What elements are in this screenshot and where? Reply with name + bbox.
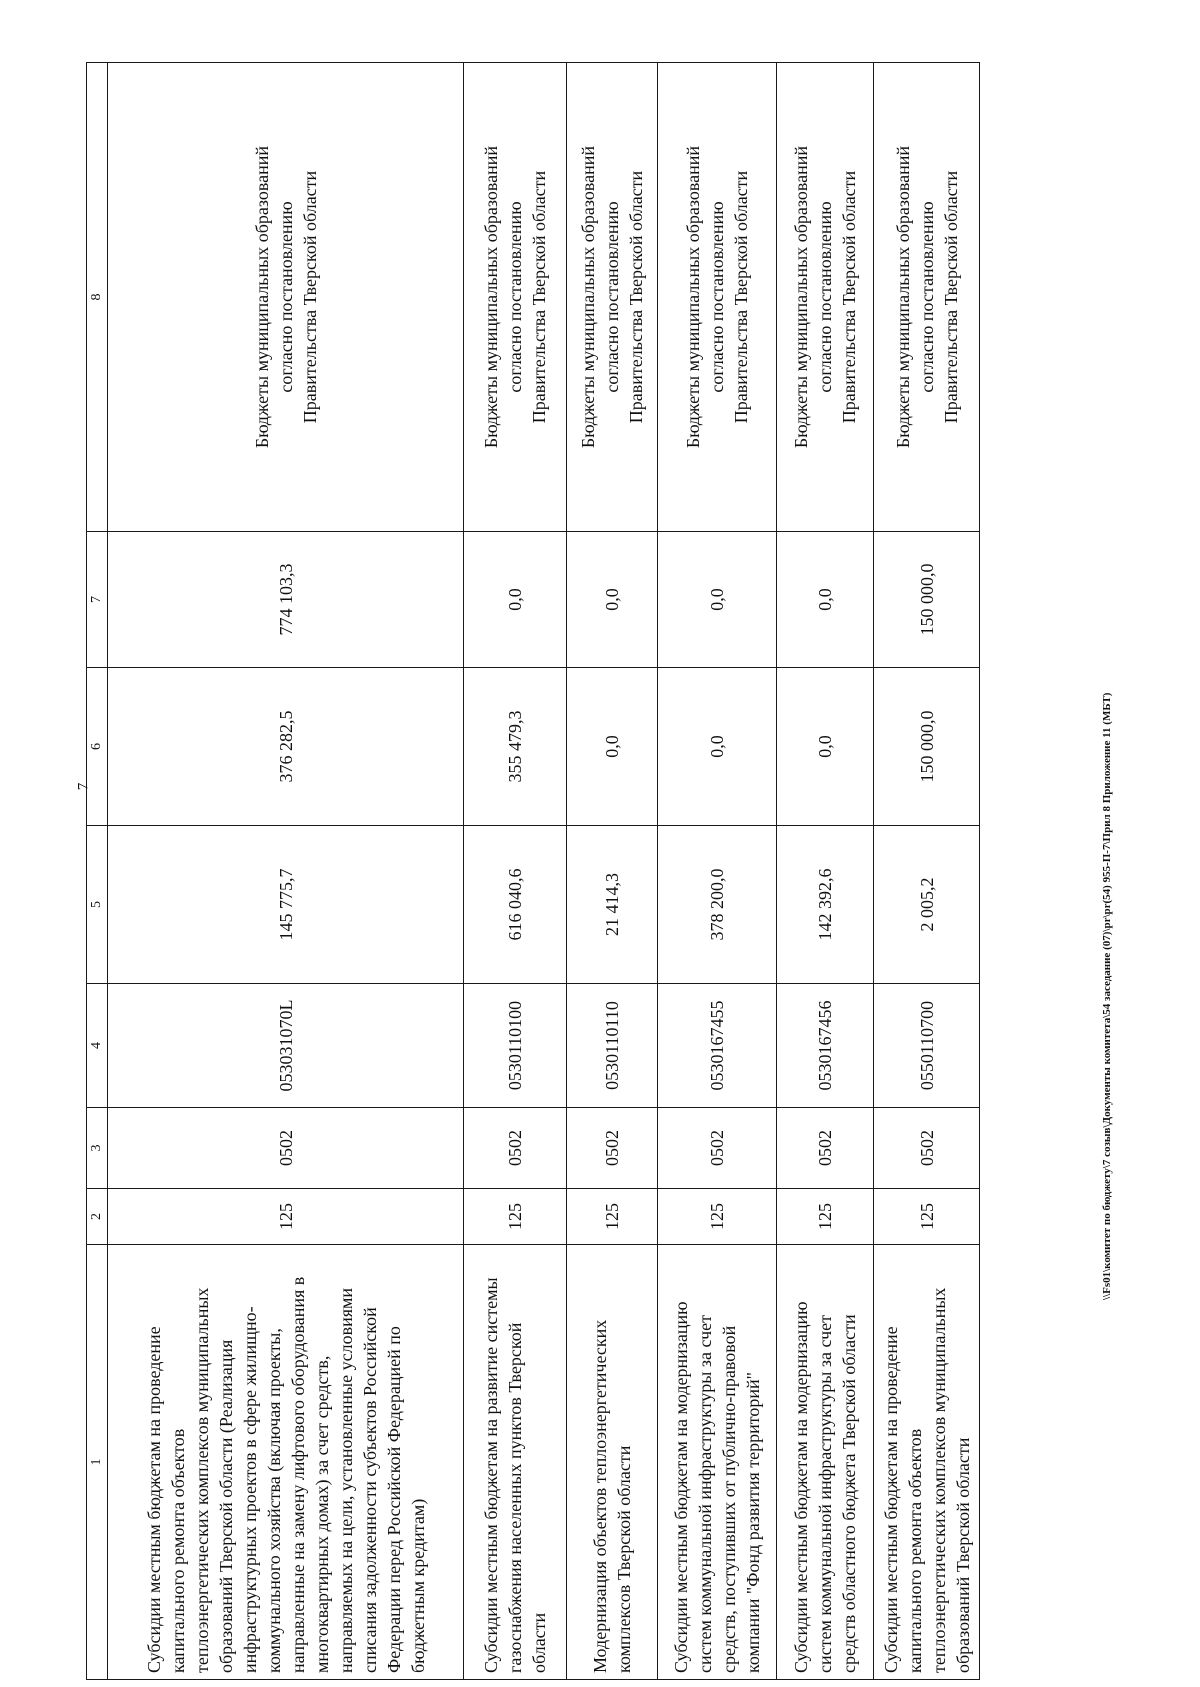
amount-col5-cell: 21 414,3 bbox=[567, 826, 658, 984]
subsidy-name-line: капитального ремонта объектов bbox=[167, 1428, 188, 1673]
subsidy-name-line: Субсидии местным бюджетам на проведение bbox=[880, 1326, 901, 1673]
amount-col5-cell: 616 040,6 bbox=[464, 826, 567, 984]
subsidy-name-line: Субсидии местным бюджетам на проведение bbox=[143, 1326, 164, 1673]
subsidy-name-line: бюджетным кредитам) bbox=[407, 1498, 428, 1673]
section-code-cell: 0502 bbox=[567, 1108, 658, 1189]
subsidy-name-cell bbox=[658, 1245, 777, 1680]
col-header-5: 5 bbox=[87, 826, 108, 984]
subsidy-name-line: газоснабжения населенных пунктов Тверской bbox=[505, 1322, 525, 1673]
subsidy-name-cell bbox=[567, 1245, 658, 1680]
amount-col7-cell: 0,0 bbox=[777, 532, 874, 668]
recipient-line: Правительства Тверской области bbox=[529, 170, 549, 424]
recipient-line: Правительства Тверской области bbox=[626, 170, 646, 424]
amount-col7-cell: 150 000,0 bbox=[874, 532, 980, 668]
subsidy-name-line: Субсидии местным бюджетам на модернизацию bbox=[791, 1301, 811, 1673]
col-header-6: 6 bbox=[87, 668, 108, 826]
table-row bbox=[777, 63, 874, 1680]
target-code-cell: 0530167456 bbox=[777, 984, 874, 1108]
subsidy-name-cell bbox=[874, 1245, 980, 1680]
section-code-cell: 0502 bbox=[464, 1108, 567, 1189]
target-code-cell: 0530167455 bbox=[658, 984, 777, 1108]
subsidy-name-cell bbox=[464, 1245, 567, 1680]
ministry-code-cell: 125 bbox=[658, 1189, 777, 1245]
target-code-cell: 0550110700 bbox=[874, 984, 980, 1108]
subsidy-name-line: многоквартирных домах) за счет средств, bbox=[311, 1355, 332, 1673]
recipient-cell bbox=[567, 63, 658, 532]
table-row bbox=[874, 63, 980, 1680]
recipient-line: Правительства Тверской области bbox=[940, 170, 961, 424]
ministry-code-cell: 125 bbox=[777, 1189, 874, 1245]
subsidy-name-line: систем коммунальной инфраструктуры за счет bbox=[815, 1315, 835, 1673]
amount-col7-cell: 0,0 bbox=[567, 532, 658, 668]
budget-table bbox=[86, 62, 980, 1680]
subsidy-name-line: Субсидии местным бюджетам на развитие системы bbox=[481, 1277, 501, 1673]
col-header-1: 1 bbox=[87, 1245, 108, 1680]
footer-file-path: \\Fs01\комитет по бюджету\7 созыв\Документы комитета\54 заседание (07)\pr\pr(54) 955-П-7\Прил 8 Приложение 11 (МБТ) bbox=[1101, 692, 1113, 1300]
target-code-cell: 0530110110 bbox=[567, 984, 658, 1108]
subsidy-name-line: капитального ремонта объектов bbox=[904, 1428, 925, 1673]
recipient-cell bbox=[464, 63, 567, 532]
recipient-line: Бюджеты муниципальных образований bbox=[892, 145, 913, 449]
recipient-line: Бюджеты муниципальных образований bbox=[481, 145, 501, 449]
recipient-cell bbox=[777, 63, 874, 532]
subsidy-name-line: образований Тверской области (Реализация bbox=[215, 1339, 236, 1673]
col-header-7: 7 bbox=[87, 532, 108, 668]
recipient-line: согласно постановлению bbox=[916, 201, 937, 393]
subsidy-name-line: коммунального хозяйства (включая проекты, bbox=[263, 1328, 284, 1673]
recipient-line: Бюджеты муниципальных образований bbox=[791, 145, 811, 449]
table-row bbox=[567, 63, 658, 1680]
amount-col5-cell: 145 775,7 bbox=[108, 826, 464, 984]
amount-col6-cell: 0,0 bbox=[777, 668, 874, 826]
amount-col6-cell: 150 000,0 bbox=[874, 668, 980, 826]
amount-col6-cell: 355 479,3 bbox=[464, 668, 567, 826]
amount-col7-cell: 0,0 bbox=[464, 532, 567, 668]
subsidy-name-cell bbox=[108, 1245, 464, 1680]
recipient-cell bbox=[108, 63, 464, 532]
subsidy-name-line: области bbox=[529, 1612, 549, 1673]
table-row bbox=[108, 63, 464, 1680]
amount-col5-cell: 142 392,6 bbox=[777, 826, 874, 984]
ministry-code-cell: 125 bbox=[874, 1189, 980, 1245]
recipient-line: согласно постановлению bbox=[707, 201, 727, 393]
col-header-2: 2 bbox=[87, 1189, 108, 1245]
amount-col6-cell: 0,0 bbox=[658, 668, 777, 826]
col-header-3: 3 bbox=[87, 1108, 108, 1189]
subsidy-name-line: инфраструктурных проектов в сфере жилищно- bbox=[239, 1306, 260, 1673]
col-header-4: 4 bbox=[87, 984, 108, 1108]
recipient-line: Бюджеты муниципальных образований bbox=[251, 145, 272, 449]
recipient-line: согласно постановлению bbox=[275, 201, 296, 393]
amount-col6-cell: 0,0 bbox=[567, 668, 658, 826]
amount-col7-cell: 0,0 bbox=[658, 532, 777, 668]
amount-col7-cell: 774 103,3 bbox=[108, 532, 464, 668]
subsidy-name-line: Субсидии местным бюджетам на модернизацию bbox=[671, 1301, 691, 1673]
subsidy-name-cell bbox=[777, 1245, 874, 1680]
subsidy-name-line: теплоэнергетических комплексов муниципальных bbox=[928, 1287, 949, 1673]
amount-col6-cell: 376 282,5 bbox=[108, 668, 464, 826]
header-row bbox=[87, 63, 108, 1680]
recipient-line: согласно постановлению bbox=[505, 201, 525, 393]
amount-col5-cell: 2 005,2 bbox=[874, 826, 980, 984]
section-code-cell: 0502 bbox=[874, 1108, 980, 1189]
recipient-line: Правительства Тверской области bbox=[299, 170, 320, 424]
section-code-cell: 0502 bbox=[108, 1108, 464, 1189]
recipient-line: Правительства Тверской области bbox=[839, 170, 859, 424]
amount-col5-cell: 378 200,0 bbox=[658, 826, 777, 984]
subsidy-name-line: теплоэнергетических комплексов муниципальных bbox=[191, 1287, 212, 1673]
subsidy-name-line: Модернизация объектов теплоэнергетических bbox=[590, 1319, 610, 1673]
subsidy-name-line: Федерации перед Российской Федерацией по bbox=[383, 1326, 404, 1673]
subsidy-name-line: образований Тверской области bbox=[952, 1437, 973, 1673]
col-header-8: 8 bbox=[87, 63, 108, 532]
subsidy-name-line: средств областного бюджета Тверской области bbox=[839, 1314, 859, 1673]
recipient-cell bbox=[874, 63, 980, 532]
ministry-code-cell: 125 bbox=[108, 1189, 464, 1245]
recipient-line: Бюджеты муниципальных образований bbox=[683, 145, 703, 449]
ministry-code-cell: 125 bbox=[464, 1189, 567, 1245]
subsidy-name-line: направляемых на цели, установленные условиями bbox=[335, 1287, 356, 1673]
subsidy-name-line: компании "Фонд развития территорий" bbox=[743, 1372, 763, 1673]
subsidy-name-line: средств, поступивших от публично-правовой bbox=[719, 1325, 739, 1673]
recipient-line: согласно постановлению bbox=[815, 201, 835, 393]
subsidy-name-line: систем коммунальной инфраструктуры за счет bbox=[695, 1315, 715, 1673]
subsidy-name-line: списания задолженности субъектов Российской bbox=[359, 1307, 380, 1673]
subsidy-name-line: комплексов Тверской области bbox=[614, 1445, 634, 1673]
section-code-cell: 0502 bbox=[658, 1108, 777, 1189]
recipient-line: Правительства Тверской области bbox=[731, 170, 751, 424]
table-row bbox=[658, 63, 777, 1680]
table-row bbox=[464, 63, 567, 1680]
ministry-code-cell: 125 bbox=[567, 1189, 658, 1245]
section-code-cell: 0502 bbox=[777, 1108, 874, 1189]
recipient-line: согласно постановлению bbox=[602, 201, 622, 393]
page-number: 7 bbox=[75, 782, 92, 791]
target-code-cell: 053031070L bbox=[108, 984, 464, 1108]
subsidy-name-line: направленные на замену лифтового оборудования в bbox=[287, 1276, 308, 1673]
recipient-cell bbox=[658, 63, 777, 532]
rotated-page bbox=[86, 63, 1166, 1680]
recipient-line: Бюджеты муниципальных образований bbox=[578, 145, 598, 449]
target-code-cell: 0530110100 bbox=[464, 984, 567, 1108]
